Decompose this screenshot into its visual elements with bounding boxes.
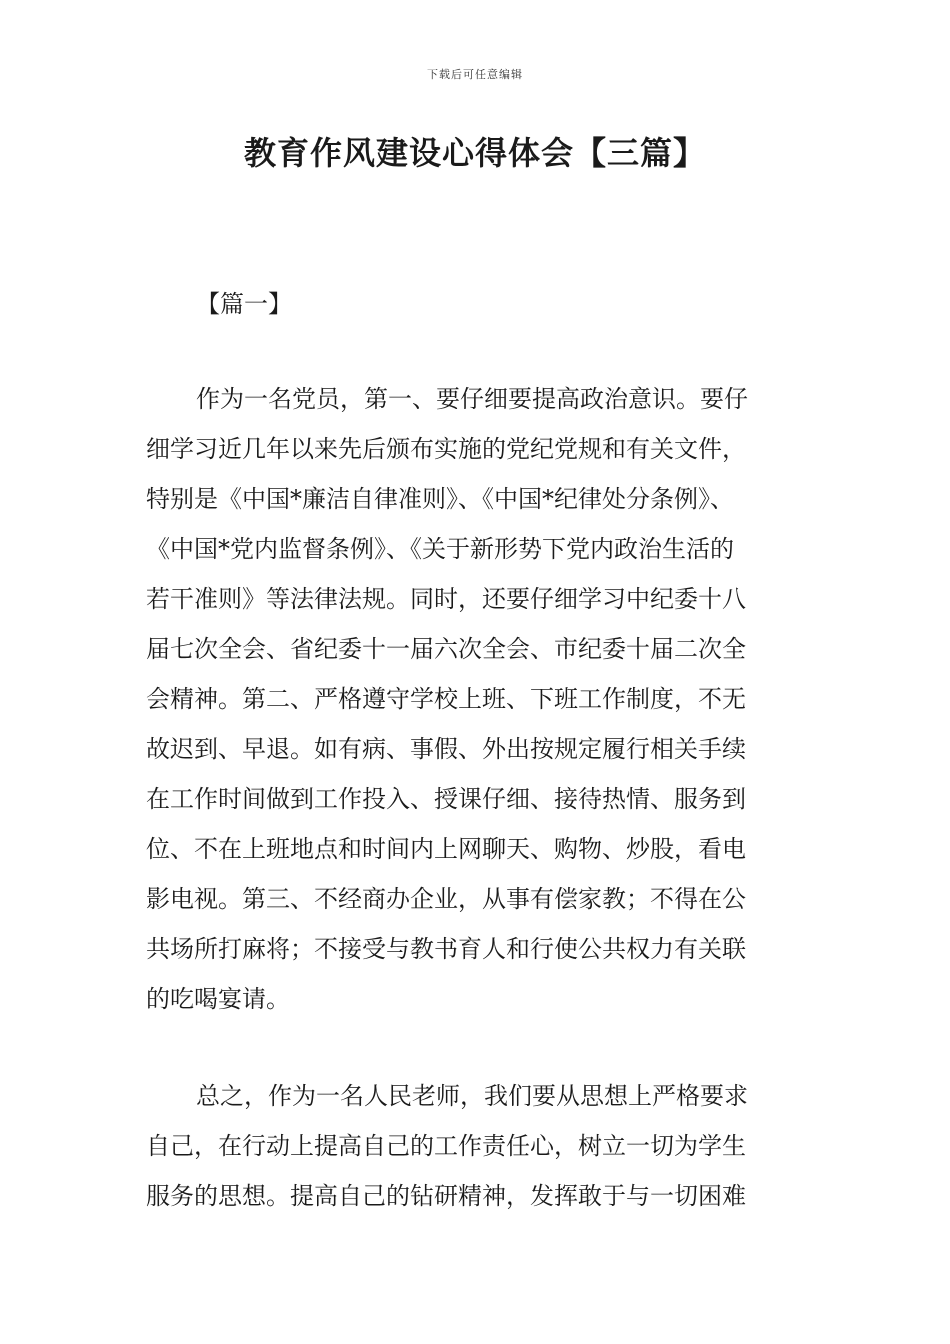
paragraph-line: 影电视。第三、不经商办企业，从事有偿家教；不得在公 [146, 885, 746, 913]
paragraph-line: 细学习近几年以来先后颁布实施的党纪党规和有关文件， [146, 435, 746, 463]
paragraph-line: 自己，在行动上提高自己的工作责任心，树立一切为学生 [146, 1132, 746, 1160]
paragraph-line: 总之，作为一名人民老师，我们要从思想上严格要求 [196, 1082, 748, 1110]
body-paragraph [146, 1071, 806, 1221]
paragraph-line: 故迟到、早退。如有病、事假、外出按规定履行相关手续 [146, 735, 746, 763]
paragraph-line: 作为一名党员，第一、要仔细要提高政治意识。要仔 [196, 385, 748, 413]
paragraph-line: 的吃喝宴请。 [146, 985, 290, 1013]
paragraph-line: 《中国*党内监督条例》、《关于新形势下党内政治生活的 [146, 535, 734, 563]
paragraph-line: 会精神。第二、严格遵守学校上班、下班工作制度，不无 [146, 685, 746, 713]
paragraph-line: 位、不在上班地点和时间内上网聊天、购物、炒股，看电 [146, 835, 746, 863]
paragraph-line: 在工作时间做到工作投入、授课仔细、接待热情、服务到 [146, 785, 746, 813]
paragraph-line: 届七次全会、省纪委十一届六次全会、市纪委十届二次全 [146, 635, 746, 663]
paragraph-line: 共场所打麻将；不接受与教书育人和行使公共权力有关联 [146, 935, 746, 963]
section-heading: 【篇一】 [196, 290, 292, 318]
paragraph-line: 特别是《中国*廉洁自律准则》、《中国*纪律处分条例》、 [146, 485, 734, 513]
document-title: 教育作风建设心得体会【三篇】 [243, 134, 706, 172]
paragraph-line: 若干准则》等法律法规。同时，还要仔细学习中纪委十八 [146, 585, 746, 613]
paragraph-line: 服务的思想。提高自己的钻研精神，发挥敢于与一切困难 [146, 1182, 746, 1210]
header-note: 下载后可任意编辑 [427, 68, 523, 81]
body-paragraph [146, 374, 806, 1024]
